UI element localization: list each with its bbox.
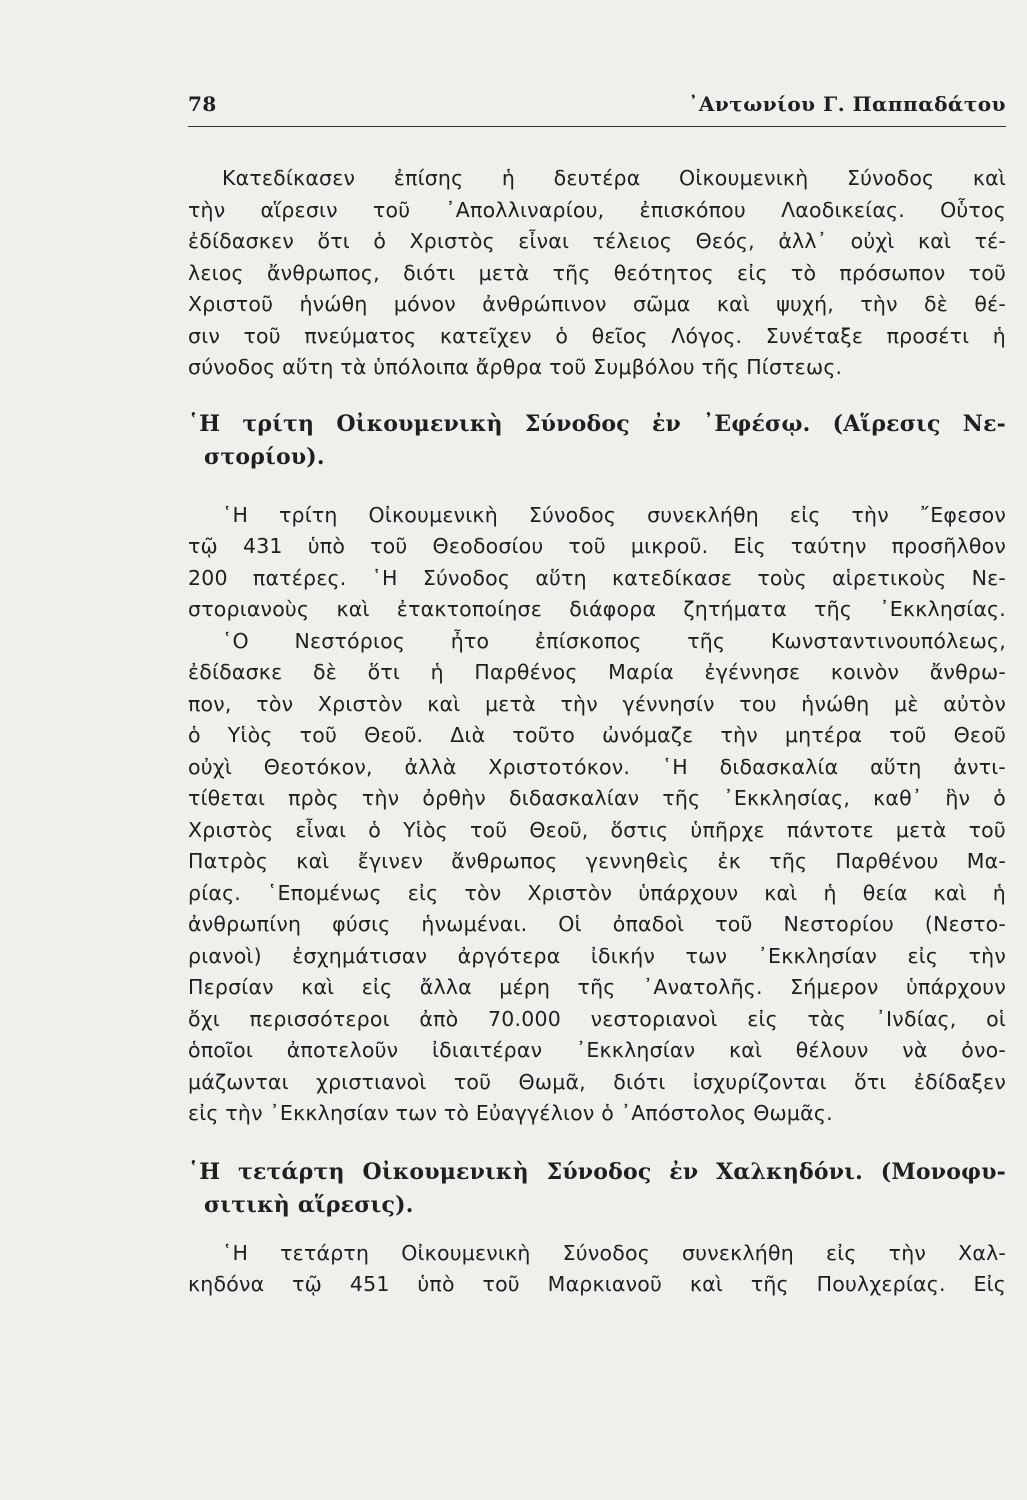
text-line: σιν τοῦ πνεύματος κατεῖχεν ὁ θεῖος Λόγος. Συνέταξε προσέτι ἡ — [188, 323, 1006, 348]
text-line: ὁποῖοι ἀποτελοῦν ἰδιαιτέραν ᾿Εκκλησίαν καὶ θέλουν νὰ ὀνο- — [188, 1038, 1006, 1062]
paragraph-ephesus — [188, 500, 1006, 1130]
page-number: 78 — [188, 92, 217, 116]
paragraph-chalcedon — [188, 1238, 1006, 1301]
text-line: τὴν αἵρεσιν τοῦ ᾿Απολλιναρίου, ἐπισκόπου Λαοδικείας. Οὗτος — [188, 197, 1006, 222]
text-line: ῾Ο Νεστόριος ἦτο ἐπίσκοπος τῆς Κωνσταντινουπόλεως, — [222, 628, 1006, 653]
text-line: τῷ 431 ὑπὸ τοῦ Θεοδοσίου τοῦ μικροῦ. Εἰς ταύτην προσῆλθον — [188, 534, 1006, 558]
heading-line: ῾Η τρίτη Οἰκουμενικὴ Σύνοδος ἐν ᾿Εφέσῳ. (Αἵρεσις Νε- — [188, 410, 1006, 437]
heading-line: στορίου). — [204, 443, 325, 470]
section-heading-chalcedon — [188, 1156, 1006, 1222]
text-line: τίθεται πρὸς τὴν ὀρθὴν διδασκαλίαν τῆς ᾿Εκκλησίας, καθ᾿ ἣν ὁ — [188, 786, 1006, 810]
text-line: Χριστὸς εἶναι ὁ Υἱὸς τοῦ Θεοῦ, ὅστις ὑπῆρχε πάντοτε μετὰ τοῦ — [188, 817, 1006, 842]
text-line: ἐδίδασκε δὲ ὅτι ἡ Παρθένος Μαρία ἐγέννησε κοινὸν ἄνθρω- — [188, 660, 1006, 684]
text-line: μάζωνται χριστιανοὶ τοῦ Θωμᾶ, διότι ἰσχυρίζονται ὅτι ἐδίδαξεν — [188, 1069, 1006, 1094]
text-line: ῾Η τετάρτη Οἰκουμενικὴ Σύνοδος συνεκλήθη εἰς τὴν Χαλ- — [222, 1240, 1006, 1265]
running-head-author: ᾿Αντωνίου Γ. Παππαδάτου — [688, 92, 1006, 116]
text-line: 200 πατέρες. ῾Η Σύνοδος αὕτη κατεδίκασε τοὺς αἱρετικοὺς Νε- — [188, 565, 1006, 590]
text-line: στοριανοὺς καὶ ἐτακτοποίησε διάφορα ζητήματα τῆς ᾿Εκκλησίας. — [188, 597, 1006, 621]
header-rule — [188, 126, 1006, 127]
heading-line: σιτικὴ αἵρεσις). — [204, 1191, 414, 1218]
text-line: κηδόνα τῷ 451 ὑπὸ τοῦ Μαρκιανοῦ καὶ τῆς Πουλχερίας. Εἰς — [188, 1272, 1006, 1296]
text-line: ῾Η τρίτη Οἰκουμενικὴ Σύνοδος συνεκλήθη εἰς τὴν ῎Εφεσον — [222, 502, 1006, 527]
text-line: σύνοδος αὕτη τὰ ὑπόλοιπα ἄρθρα τοῦ Συμβόλου τῆς Πίστεως. — [188, 355, 843, 379]
text-line: ἀνθρωπίνη φύσις ἡνωμέναι. Οἱ ὀπαδοὶ τοῦ Νεστορίου (Νεστο- — [188, 912, 1006, 936]
text-line: Κατεδίκασεν ἐπίσης ἡ δευτέρα Οἰκουμενικὴ Σύνοδος καὶ — [222, 166, 1006, 190]
text-line: εἰς τὴν ᾿Εκκλησίαν των τὸ Εὐαγγέλιον ὁ ᾿Απόστολος Θωμᾶς. — [188, 1101, 833, 1125]
text-line: ριανοὶ) ἐσχημάτισαν ἀργότερα ἰδικήν των ᾿Εκκλησίαν εἰς τὴν — [188, 943, 1006, 968]
paragraph-apollinarius — [188, 163, 1006, 384]
text-line: Περσίαν καὶ εἰς ἄλλα μέρη τῆς ᾿Ανατολῆς. Σήμερον ὑπάρχουν — [188, 975, 1006, 999]
section-heading-ephesus — [188, 408, 1006, 474]
text-line: πον, τὸν Χριστὸν καὶ μετὰ τὴν γέννησίν του ἡνώθη μὲ αὐτὸν — [188, 691, 1006, 716]
text-line: οὐχὶ Θεοτόκον, ἀλλὰ Χριστοτόκον. ῾Η διδασκαλία αὕτη ἀντι- — [188, 754, 1006, 779]
text-line: ρίας. ῾Επομένως εἰς τὸν Χριστὸν ὑπάρχουν καὶ ἡ θεία καὶ ἡ — [188, 880, 1006, 905]
text-line: λειος ἄνθρωπος, διότι μετὰ τῆς θεότητος εἰς τὸ πρόσωπον τοῦ — [188, 260, 1006, 285]
running-head — [188, 92, 1006, 116]
body-text — [188, 163, 1006, 1301]
text-line: ἐδίδασκεν ὅτι ὁ Χριστὸς εἶναι τέλειος Θεός, ἀλλ᾿ οὐχὶ καὶ τέ- — [188, 229, 1006, 253]
text-line: Πατρὸς καὶ ἔγινεν ἄνθρωπος γεννηθεὶς ἐκ τῆς Παρθένου Μα- — [188, 849, 1006, 873]
heading-line: ῾Η τετάρτη Οἰκουμενικὴ Σύνοδος ἐν Χαλκηδόνι. (Μονοφυ- — [188, 1158, 1006, 1185]
text-line: ὄχι περισσότεροι ἀπὸ 70.000 νεστοριανοὶ εἰς τὰς ᾿Ινδίας, οἱ — [188, 1006, 1006, 1031]
text-line: ὁ Υἱὸς τοῦ Θεοῦ. Διὰ τοῦτο ὠνόμαζε τὴν μητέρα τοῦ Θεοῦ — [188, 723, 1006, 747]
text-line: Χριστοῦ ἡνώθη μόνον ἀνθρώπινον σῶμα καὶ ψυχή, τὴν δὲ θέ- — [188, 292, 1006, 316]
